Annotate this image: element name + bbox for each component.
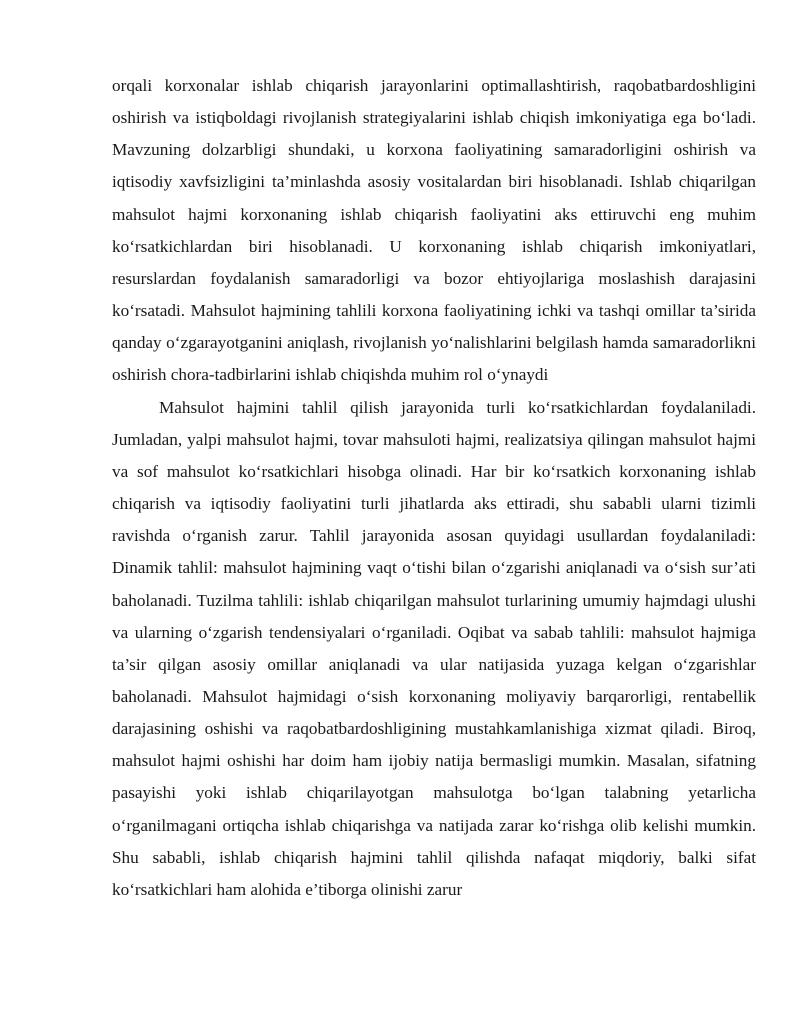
paragraph-analysis: Mahsulot hajmini tahlil qilish jarayonida turli ko‘rsatkichlardan foydalaniladi. Jumladan, yalpi mahsulot hajmi, tovar mahsuloti hajmi, realizatsiya qilingan mahsulot hajmi va sof mahsulot ko‘rsatkichlari hisobga olinadi. Har bir ko‘rsatkich korxonaning ishlab chiqarish va iqtisodiy faoliyatini turli jihatlarda aks ettiradi, shu sababli ularni tizimli ravishda o‘rganish zarur. Tahlil jarayonida asosan quyidagi usullardan foydalaniladi: Dinamik tahlil: mahsulot hajmining vaqt o‘tishi bilan o‘zgarishi aniqlanadi va o‘sish sur’ati baholanadi. Tuzilma tahlili: ishlab chiqarilgan mahsulot turlarining umumiy hajmdagi ulushi va ularning o‘zgarish tendensiyalari o‘rganiladi. Oqibat va sabab tahlili: mahsulot hajmiga ta’sir qilgan asosiy omillar aniqlanadi va ular natijasida yuzaga kelgan o‘zgarishlar baholanadi. Mahsulot hajmidagi o‘sish korxonaning moliyaviy barqarorligi, rentabellik darajasining oshishi va raqobatbardoshligining mustahkamlanishiga xizmat qiladi. Biroq, mahsulot hajmi oshishi har doim ham ijobiy natija bermasligi mumkin. Masalan, sifatning pasayishi yoki ishlab chiqarilayotgan mahsulotga bo‘lgan talabning yetarlicha o‘rganilmagani ortiqcha ishlab chiqarishga va natijada zarar ko‘rishga olib kelishi mumkin. Shu sababli, ishlab chiqarish hajmini tahlil qilishda nafaqat miqdoriy, balki sifat ko‘rsatkichlari ham alohida e’tiborga olinishi zarur — [112, 397, 756, 899]
document-page — [112, 70, 756, 906]
paragraph-continuation: orqali korxonalar ishlab chiqarish jarayonlarini optimallashtirish, raqobatbardoshligini oshirish va istiqboldagi rivojlanish strategiyalarini ishlab chiqish imkoniyatiga ega bo‘ladi. Mavzuning dolzarbligi shundaki, u korxona faoliyatining samaradorligini oshirish va iqtisodiy xavfsizligini ta’minlashda asosiy vositalardan biri hisoblanadi. Ishlab chiqarilgan mahsulot hajmi korxonaning ishlab chiqarish faoliyatini aks ettiruvchi eng muhim ko‘rsatkichlardan biri hisoblanadi. U korxonaning ishlab chiqarish imkoniyatlari, resurslardan foydalanish samaradorligi va bozor ehtiyojlariga moslashish darajasini ko‘rsatadi. Mahsulot hajmining tahlili korxona faoliyatining ichki va tashqi omillar ta’sirida qanday o‘zgarayotganini aniqlash, rivojlanish yo‘nalishlarini belgilash hamda samaradorlikni oshirish chora-tadbirlarini ishlab chiqishda muhim rol o‘ynaydi — [112, 76, 756, 385]
